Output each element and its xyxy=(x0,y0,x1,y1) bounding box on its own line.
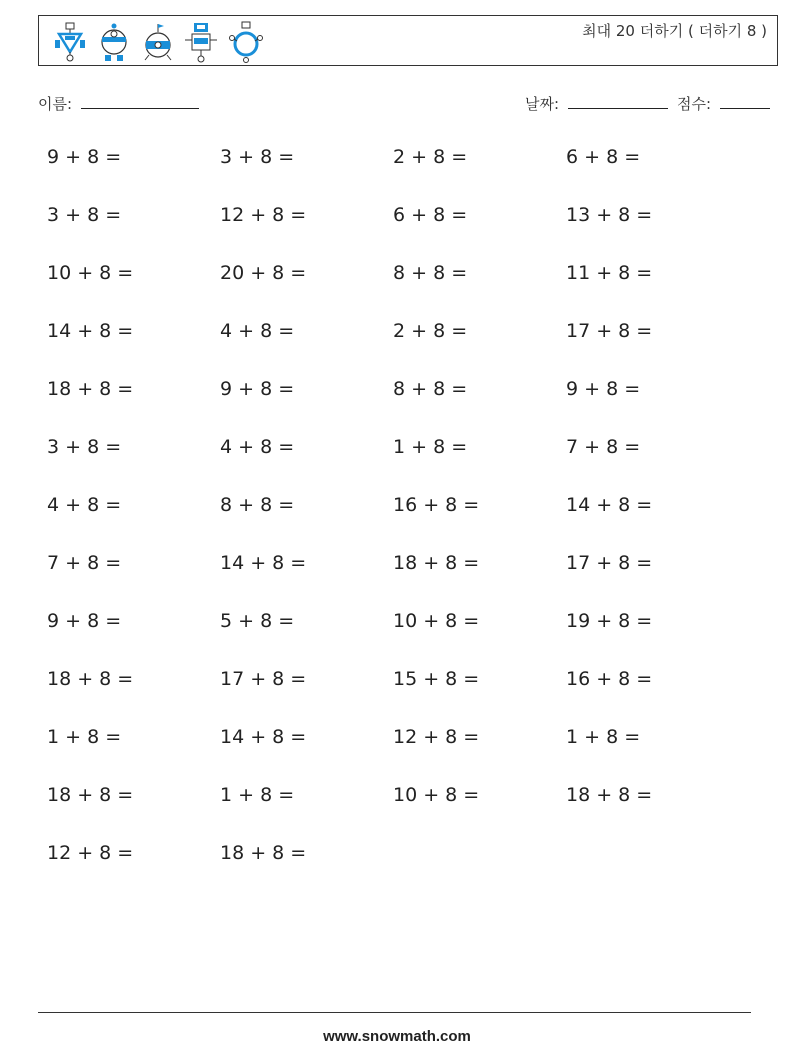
problem-cell: 9 + 8 = xyxy=(220,378,295,400)
problem-cell: 14 + 8 = xyxy=(47,320,134,342)
score-field xyxy=(677,93,770,114)
problem-row xyxy=(47,494,747,552)
problem-grid xyxy=(47,146,747,900)
problem-row xyxy=(47,204,747,262)
date-label: 날짜: xyxy=(525,95,560,113)
problem-cell: 7 + 8 = xyxy=(47,552,122,574)
problem-cell: 10 + 8 = xyxy=(47,262,134,284)
date-field xyxy=(525,93,668,114)
problem-cell: 3 + 8 = xyxy=(47,204,122,226)
problem-cell: 3 + 8 = xyxy=(47,436,122,458)
problem-row xyxy=(47,784,747,842)
problem-cell: 8 + 8 = xyxy=(393,262,468,284)
name-field xyxy=(38,93,199,114)
problem-cell: 11 + 8 = xyxy=(566,262,653,284)
problem-row xyxy=(47,378,747,436)
problem-cell: 2 + 8 = xyxy=(393,146,468,168)
problem-cell: 10 + 8 = xyxy=(393,784,480,806)
worksheet-header xyxy=(38,15,778,66)
problem-cell: 4 + 8 = xyxy=(47,494,122,516)
score-label: 점수: xyxy=(677,95,712,113)
problem-cell: 6 + 8 = xyxy=(566,146,641,168)
problem-cell: 16 + 8 = xyxy=(393,494,480,516)
problem-cell: 18 + 8 = xyxy=(47,784,134,806)
problem-cell: 16 + 8 = xyxy=(566,668,653,690)
problem-row xyxy=(47,842,747,900)
problem-cell: 18 + 8 = xyxy=(393,552,480,574)
problem-cell: 8 + 8 = xyxy=(393,378,468,400)
problem-cell: 14 + 8 = xyxy=(220,726,307,748)
problem-row xyxy=(47,262,747,320)
problem-cell: 18 + 8 = xyxy=(566,784,653,806)
name-label: 이름: xyxy=(38,95,73,113)
problem-cell: 1 + 8 = xyxy=(47,726,122,748)
problem-row xyxy=(47,146,747,204)
problem-cell: 17 + 8 = xyxy=(566,552,653,574)
problem-cell: 19 + 8 = xyxy=(566,610,653,632)
problem-cell: 2 + 8 = xyxy=(393,320,468,342)
problem-cell: 8 + 8 = xyxy=(220,494,295,516)
problem-cell: 18 + 8 = xyxy=(220,842,307,864)
problem-cell: 12 + 8 = xyxy=(220,204,307,226)
problem-row xyxy=(47,436,747,494)
problem-cell: 1 + 8 = xyxy=(566,726,641,748)
problem-cell: 12 + 8 = xyxy=(47,842,134,864)
problem-cell: 1 + 8 = xyxy=(220,784,295,806)
problem-cell: 10 + 8 = xyxy=(393,610,480,632)
problem-cell: 1 + 8 = xyxy=(393,436,468,458)
problem-row xyxy=(47,610,747,668)
problem-cell: 5 + 8 = xyxy=(220,610,295,632)
problem-cell: 17 + 8 = xyxy=(566,320,653,342)
robot-3-icon xyxy=(139,20,177,64)
name-blank[interactable] xyxy=(81,94,199,109)
robot-5-icon xyxy=(227,20,265,64)
footer-url: www.snowmath.com xyxy=(323,1028,471,1045)
problem-cell: 20 + 8 = xyxy=(220,262,307,284)
problem-cell: 7 + 8 = xyxy=(566,436,641,458)
problem-cell: 13 + 8 = xyxy=(566,204,653,226)
robot-1-icon xyxy=(51,20,89,64)
score-blank[interactable] xyxy=(720,94,770,109)
problem-row xyxy=(47,552,747,610)
problem-cell: 9 + 8 = xyxy=(47,610,122,632)
problem-cell: 14 + 8 = xyxy=(220,552,307,574)
footer-divider xyxy=(38,1012,751,1013)
problem-cell: 9 + 8 = xyxy=(566,378,641,400)
worksheet-title: 최대 20 더하기 ( 더하기 8 ) xyxy=(582,22,767,40)
problem-cell: 12 + 8 = xyxy=(393,726,480,748)
problem-row xyxy=(47,726,747,784)
problem-cell: 14 + 8 = xyxy=(566,494,653,516)
problem-cell: 6 + 8 = xyxy=(393,204,468,226)
date-blank[interactable] xyxy=(568,94,668,109)
problem-cell: 3 + 8 = xyxy=(220,146,295,168)
problem-cell: 17 + 8 = xyxy=(220,668,307,690)
problem-row xyxy=(47,668,747,726)
problem-cell: 15 + 8 = xyxy=(393,668,480,690)
robot-4-icon xyxy=(183,20,221,64)
problem-cell: 9 + 8 = xyxy=(47,146,122,168)
problem-row xyxy=(47,320,747,378)
problem-cell: 18 + 8 = xyxy=(47,378,134,400)
problem-cell: 4 + 8 = xyxy=(220,320,295,342)
robot-2-icon xyxy=(95,20,133,64)
problem-cell: 18 + 8 = xyxy=(47,668,134,690)
robot-icons xyxy=(51,20,265,64)
problem-cell: 4 + 8 = xyxy=(220,436,295,458)
